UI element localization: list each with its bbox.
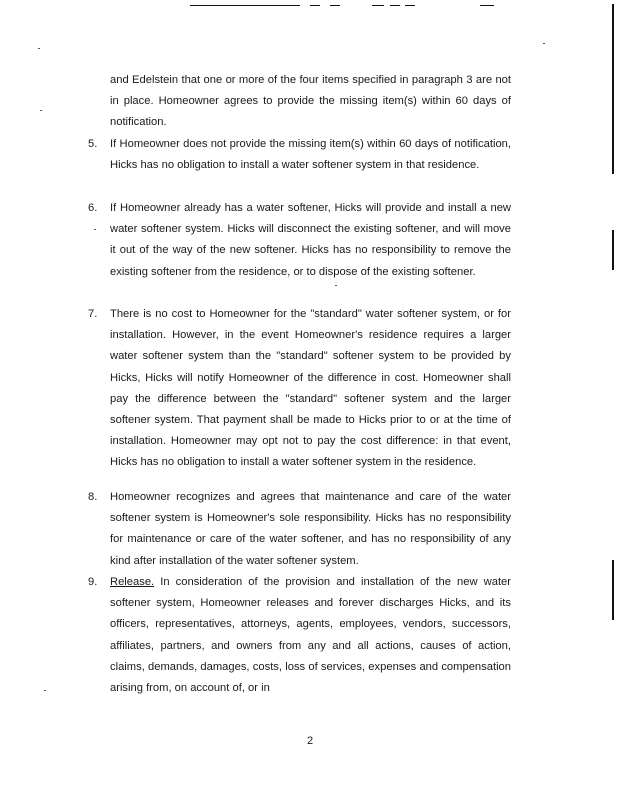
scan-speck [40,110,42,111]
scan-speck [38,48,40,49]
item-number: 8. [88,491,98,503]
release-heading: Release. [110,576,155,588]
item-number: 9. [88,576,98,588]
scan-artifact [405,5,415,6]
scan-artifact [310,5,320,6]
scan-artifact [612,4,614,174]
list-item-5 [88,134,511,176]
scan-artifact [330,5,340,6]
item-number: 6. [88,202,98,214]
scan-speck [543,43,545,44]
scan-artifact [612,560,614,620]
item-number: 5. [88,138,98,150]
release-text: In consideration of the provision and installation of the new water softener system, Homeowner releases and forever discharges Hicks, and its officers, representatives, attorneys, agents, employees, vendors, successors, affiliates, partners, and owners from any and all actions, causes of action, claims, demands, damages, costs, loss of services, expenses and compensation arising from, on account of, or in [110,576,511,695]
item-text: If Homeowner does not provide the missing item(s) within 60 days of notification, Hicks has no obligation to install a water softener system in that residence. [110,138,511,172]
list-item-8 [88,487,511,572]
scan-artifact [190,5,300,6]
intro-paragraph: and Edelstein that one or more of the four items specified in paragraph 3 are not in place. Homeowner agrees to provide the missing item(s) within 60 days of notification. [110,74,511,129]
list-item-9 [88,572,511,699]
scan-artifact [612,230,614,270]
scan-speck [44,690,46,691]
list-item-7 [88,304,511,474]
page-number: 2 [306,735,314,747]
scan-speck [335,285,337,286]
item-text: There is no cost to Homeowner for the "standard" water softener system, or for installation. However, in the event Homeowner's residence requires a larger water softener system than the "standard" softener system to be provided by Hicks, Hicks will notify Homeowner of the difference in cost. Homeowner shall pay the difference between the "standard" softener system and the larger softener system. That payment shall be made to Hicks prior to or at the time of installation. Homeowner may opt not to pay the cost difference: in that event, Hicks has no obligation to install a water softener system in the residence. [110,308,511,469]
item-text: If Homeowner already has a water softener, Hicks will provide and install a new water softener system. Hicks will disconnect the existing softener, and will move it out of the way of the new softener. Hicks has no responsibility to remove the existing softener from the residence, or to dispose of the existing softener. [110,202,511,278]
scan-artifact [390,5,400,6]
scan-artifact [480,5,494,6]
item-text: Homeowner recognizes and agrees that maintenance and care of the water softener system is Homeowner's sole responsibility. Hicks has no responsibility for maintenance or care of the water softener, and has no responsibility of any kind after installation of the water softener system. [110,491,511,567]
item-number: 7. [88,308,98,320]
scan-artifact [372,5,384,6]
list-item-6 [88,198,511,283]
item-text [110,572,511,699]
